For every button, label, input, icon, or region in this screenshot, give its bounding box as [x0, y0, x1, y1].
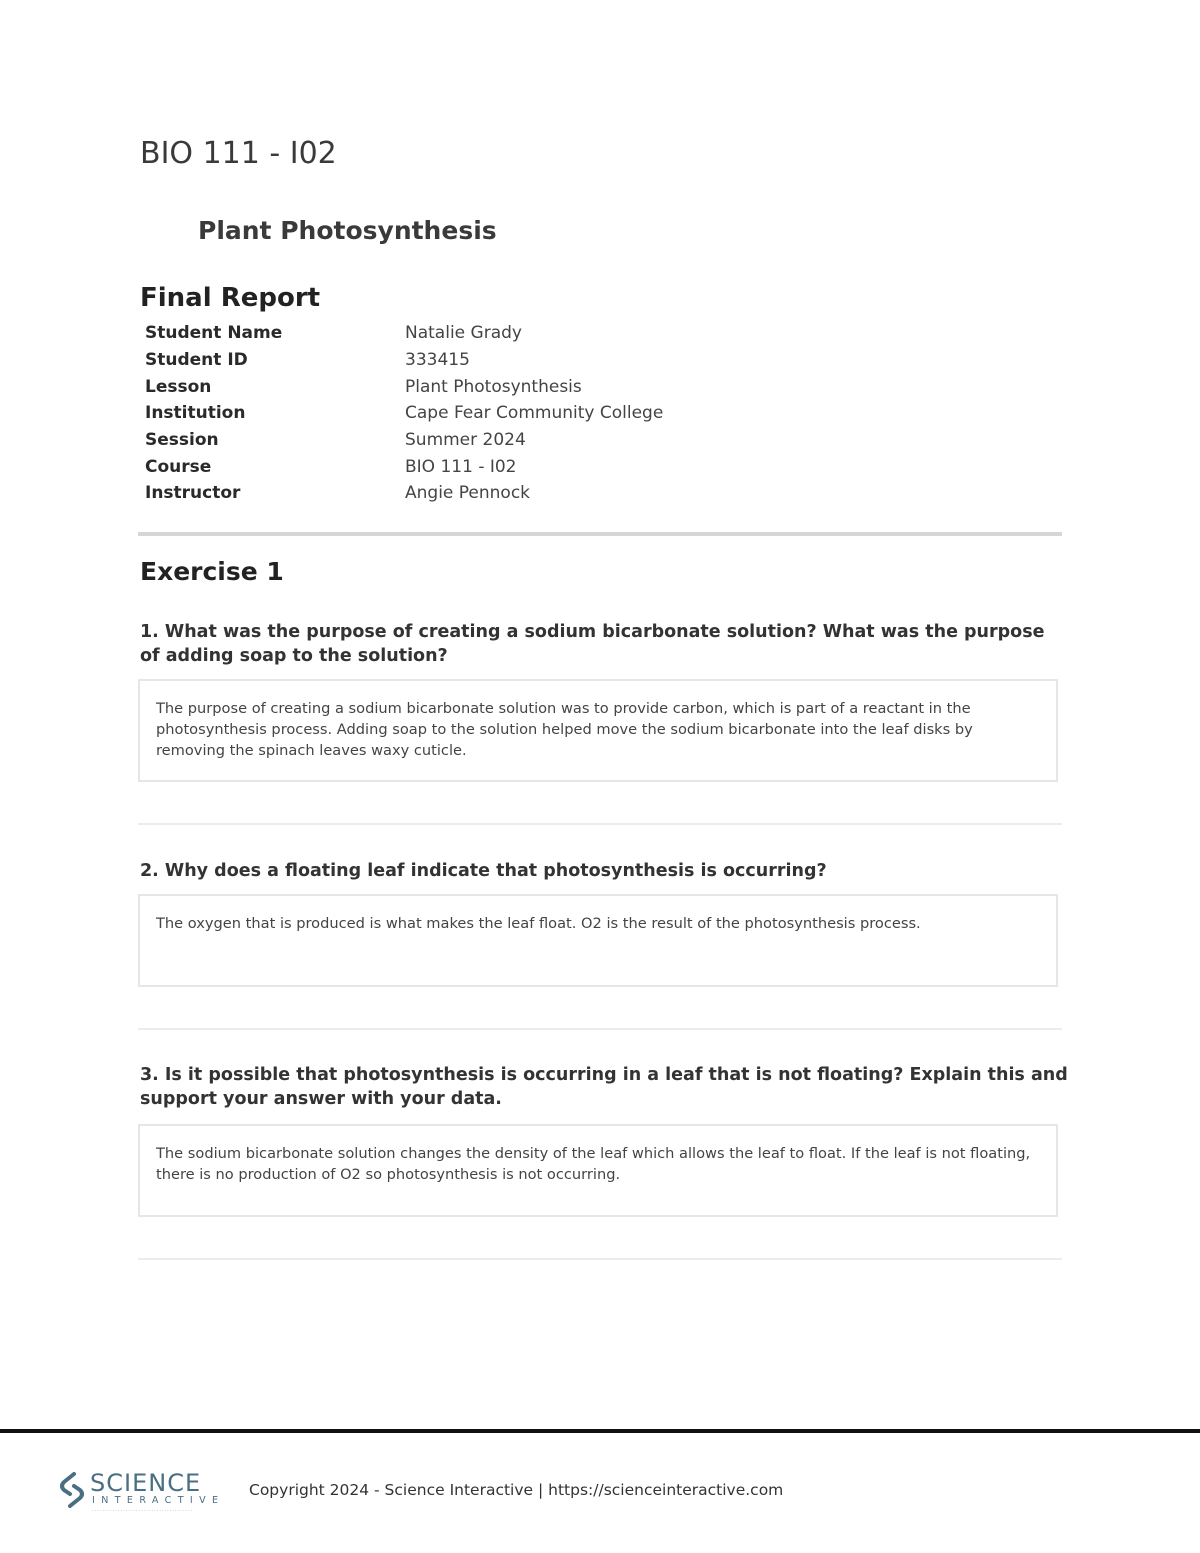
info-label: Student ID: [145, 350, 248, 371]
answer-box-2: [138, 894, 1058, 987]
question-1: 1. What was the purpose of creating a sodium bicarbonate solution? What was the purpose of adding soap to the solution?: [140, 622, 1045, 666]
footer-rule: [0, 1429, 1200, 1433]
info-row-instructor: [145, 480, 663, 507]
info-value: Angie Pennock: [405, 483, 531, 504]
question-2: 2. Why does a floating leaf indicate that photosynthesis is occurring?: [140, 861, 827, 881]
section-divider: [138, 532, 1062, 536]
science-interactive-logo-icon: [58, 1472, 86, 1508]
info-row-course: [145, 453, 663, 480]
question-3: 3. Is it possible that photosynthesis is occurring in a leaf that is not floating? Explain this and support your answer with your data.: [140, 1065, 1068, 1109]
info-label: Instructor: [145, 483, 241, 504]
info-label: Student Name: [145, 323, 283, 344]
answer-text-1: The purpose of creating a sodium bicarbonate solution was to provide carbon, which is part of a reactant in the photosynthesis process. Adding soap to the solution helped move the sodium bicarbonate into the leaf disks by removing the spinach leaves waxy cuticle.: [156, 700, 973, 759]
logo-word: SCIENCE: [90, 1469, 202, 1497]
info-row-session: [145, 427, 663, 454]
info-value: BIO 111 - I02: [405, 456, 517, 477]
answer-box-1: [138, 679, 1058, 782]
course-title: BIO 111 - I02: [140, 136, 337, 171]
info-row-student-name: [145, 320, 663, 347]
question-divider: [138, 1258, 1062, 1260]
info-row-institution: [145, 400, 663, 427]
answer-text-3: The sodium bicarbonate solution changes the density of the leaf which allows the leaf to float. If the leaf is not floating, there is no production of O2 so photosynthesis is not occurring.: [156, 1145, 1031, 1183]
answer-box-3: [138, 1124, 1058, 1217]
student-info-table: [145, 320, 663, 507]
question-divider: [138, 823, 1062, 825]
logo-subtitle: INTERACTIVE: [92, 1495, 225, 1506]
info-label: Institution: [145, 403, 246, 424]
info-value: Natalie Grady: [405, 323, 522, 344]
science-interactive-logo: [58, 1468, 225, 1516]
lesson-title: Plant Photosynthesis: [198, 216, 497, 245]
report-title: Final Report: [140, 283, 321, 313]
info-label: Course: [145, 456, 212, 477]
exercise-title: Exercise 1: [140, 557, 284, 586]
info-row-lesson: [145, 373, 663, 400]
info-value: Plant Photosynthesis: [405, 376, 582, 397]
copyright-text: Copyright 2024 - Science Interactive | https://scienceinteractive.com: [249, 1481, 784, 1499]
question-divider: [138, 1028, 1062, 1030]
info-value: 333415: [405, 350, 470, 371]
info-label: Session: [145, 430, 219, 451]
info-value: Summer 2024: [405, 430, 526, 451]
info-label: Lesson: [145, 376, 212, 397]
info-row-student-id: [145, 347, 663, 374]
answer-text-2: The oxygen that is produced is what makes the leaf float. O2 is the result of the photosynthesis process.: [156, 915, 921, 932]
logo-tagline: ·······································: [92, 1508, 193, 1514]
info-value: Cape Fear Community College: [405, 403, 664, 424]
